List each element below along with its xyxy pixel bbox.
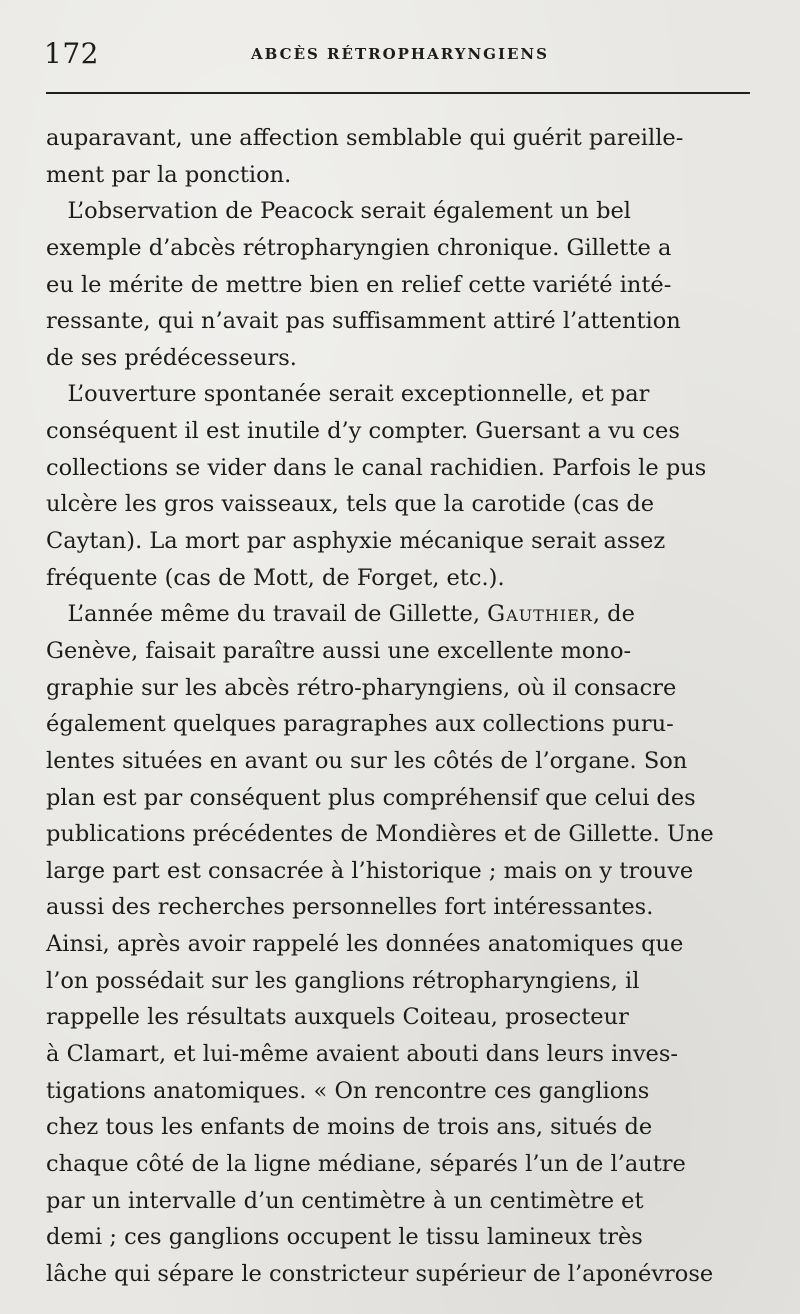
text-line: graphie sur les abcès rétro-pharyngiens, où il consacre <box>46 674 677 701</box>
text-fragment: L’année même du travail de Gillette, <box>46 601 488 628</box>
text-line: publications précédentes de Mondières et de Gillette. Une <box>46 821 714 848</box>
text-line: lentes situées en avant ou sur les côtés de l’organe. Son <box>46 747 688 774</box>
text-line: chez tous les enfants de moins de trois ans, situés de <box>46 1114 653 1141</box>
text-line: conséquent il est inutile d’y compter. Guersant a vu ces <box>46 418 680 445</box>
text-line: de ses prédécesseurs. <box>46 344 297 371</box>
text-line: à Clamart, et lui-même avaient abouti dans leurs inves- <box>46 1041 678 1068</box>
text-line: ulcère les gros vaisseaux, tels que la carotide (cas de <box>46 491 655 518</box>
text-line: rappelle les résultats auxquels Coiteau, prosecteur <box>46 1004 629 1031</box>
text-line: collections se vider dans le canal rachidien. Parfois le pus <box>46 454 707 481</box>
header-rule <box>46 92 750 94</box>
author-name: Gauthier <box>487 601 593 628</box>
text-line-with-author <box>46 596 768 633</box>
text-line: Caytan). La mort par asphyxie mécanique serait assez <box>46 528 666 555</box>
text-line: plan est par conséquent plus compréhensif que celui des <box>46 784 696 811</box>
text-line: auparavant, une affection semblable qui guérit pareille- <box>46 125 684 151</box>
text-line: ressante, qui n’avait pas suffisamment attiré l’attention <box>46 308 681 335</box>
running-title: ABCÈS RÉTROPHARYNGIENS <box>251 45 549 63</box>
text-fragment: , de <box>592 601 635 628</box>
text-line: exemple d’abcès rétropharyngien chronique. Gillette a <box>46 234 672 261</box>
text-line: L’ouverture spontanée serait exceptionnelle, et par <box>46 381 650 408</box>
text-line: demi ; ces ganglions occupent le tissu lamineux très <box>46 1224 643 1251</box>
text-line: lâche qui sépare le constricteur supérieur de l’aponévrose <box>46 1260 714 1287</box>
body-text <box>46 120 768 1293</box>
text-line: eu le mérite de mettre bien en relief cette variété inté- <box>46 271 672 298</box>
text-line: Genève, faisait paraître aussi une excellente mono- <box>46 637 632 664</box>
text-line: Ainsi, après avoir rappelé les données anatomiques que <box>46 931 684 958</box>
text-line: ment par la ponction. <box>46 161 292 188</box>
text-line: également quelques paragraphes aux collections puru- <box>46 711 674 738</box>
text-line: par un intervalle d’un centimètre à un centimètre et <box>46 1187 644 1214</box>
text-line: tigations anatomiques. « On rencontre ces ganglions <box>46 1077 650 1104</box>
text-line: chaque côté de la ligne médiane, séparés l’un de l’autre <box>46 1150 686 1177</box>
text-line: large part est consacrée à l’historique ; mais on y trouve <box>46 857 694 884</box>
page-number: 172 <box>44 37 99 70</box>
text-line: L’observation de Peacock serait également un bel <box>46 198 631 225</box>
text-line: fréquente (cas de Mott, de Forget, etc.). <box>46 564 505 591</box>
text-line: aussi des recherches personnelles fort intéressantes. <box>46 894 654 921</box>
text-line: l’on possédait sur les ganglions rétropharyngiens, il <box>46 967 640 994</box>
